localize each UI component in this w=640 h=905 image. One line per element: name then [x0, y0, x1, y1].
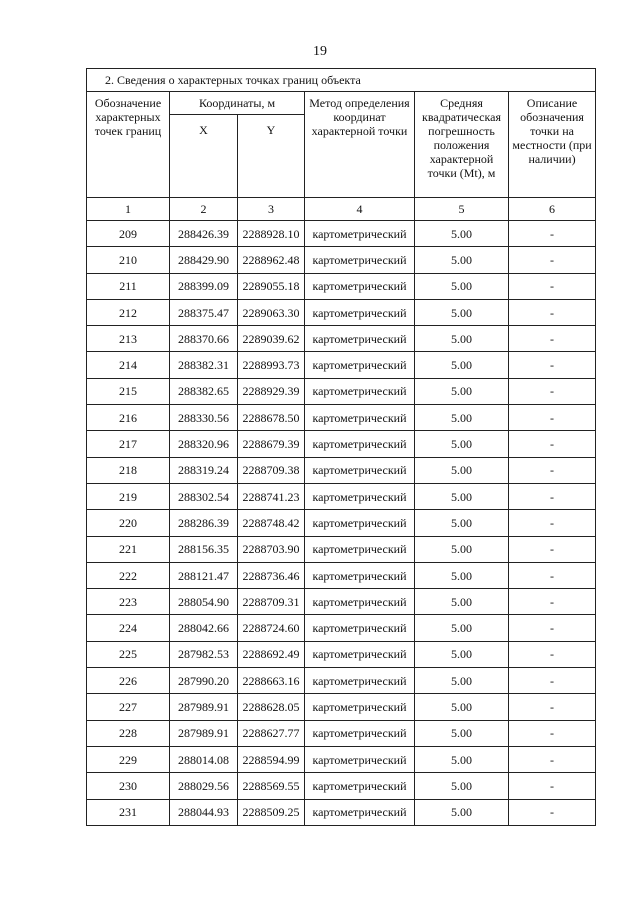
y-coordinate-cell: 2289039.62: [238, 326, 305, 352]
table-row: [87, 326, 596, 352]
point-id-cell: 225: [87, 641, 170, 667]
y-coordinate-cell: 2289063.30: [238, 299, 305, 325]
description-cell: -: [509, 457, 596, 483]
error-cell: 5.00: [415, 431, 509, 457]
method-cell: картометрический: [305, 457, 415, 483]
error-cell: 5.00: [415, 326, 509, 352]
point-id-cell: 211: [87, 273, 170, 299]
description-cell: -: [509, 378, 596, 404]
description-cell: -: [509, 221, 596, 247]
y-coordinate-cell: 2288928.10: [238, 221, 305, 247]
y-coordinate-cell: 2288741.23: [238, 483, 305, 509]
error-cell: 5.00: [415, 562, 509, 588]
description-cell: -: [509, 773, 596, 799]
method-cell: картометрический: [305, 221, 415, 247]
method-cell: картометрический: [305, 746, 415, 772]
table-row: [87, 562, 596, 588]
error-cell: 5.00: [415, 773, 509, 799]
table-row: [87, 668, 596, 694]
point-id-cell: 219: [87, 483, 170, 509]
section-title: 2. Сведения о характерных точках границ объекта: [87, 69, 596, 92]
column-number: 2: [170, 198, 238, 221]
x-coordinate-cell: 288044.93: [170, 799, 238, 825]
method-cell: картометрический: [305, 405, 415, 431]
y-coordinate-cell: 2288509.25: [238, 799, 305, 825]
y-coordinate-cell: 2288663.16: [238, 668, 305, 694]
page-number: 19: [313, 44, 327, 59]
y-coordinate-cell: 2288569.55: [238, 773, 305, 799]
header-coordinates: Координаты, м: [170, 92, 305, 115]
method-cell: картометрический: [305, 273, 415, 299]
y-coordinate-cell: 2288678.50: [238, 405, 305, 431]
error-cell: 5.00: [415, 247, 509, 273]
x-coordinate-cell: 288029.56: [170, 773, 238, 799]
table-row: [87, 589, 596, 615]
table-row: [87, 299, 596, 325]
description-cell: -: [509, 510, 596, 536]
table-row: [87, 352, 596, 378]
method-cell: картометрический: [305, 773, 415, 799]
table-row: [87, 720, 596, 746]
error-cell: 5.00: [415, 457, 509, 483]
y-coordinate-cell: 2288703.90: [238, 536, 305, 562]
method-cell: картометрический: [305, 431, 415, 457]
error-cell: 5.00: [415, 746, 509, 772]
method-cell: картометрический: [305, 299, 415, 325]
point-id-cell: 221: [87, 536, 170, 562]
description-cell: -: [509, 668, 596, 694]
boundary-points-table: [86, 68, 596, 826]
description-cell: -: [509, 536, 596, 562]
method-cell: картометрический: [305, 352, 415, 378]
table-row: [87, 694, 596, 720]
table-row: [87, 221, 596, 247]
description-cell: -: [509, 299, 596, 325]
x-coordinate-cell: 288370.66: [170, 326, 238, 352]
method-cell: картометрический: [305, 510, 415, 536]
y-coordinate-cell: 2288748.42: [238, 510, 305, 536]
y-coordinate-cell: 2288736.46: [238, 562, 305, 588]
y-coordinate-cell: 2289055.18: [238, 273, 305, 299]
table-row: [87, 378, 596, 404]
method-cell: картометрический: [305, 615, 415, 641]
y-coordinate-cell: 2288594.99: [238, 746, 305, 772]
y-coordinate-cell: 2288724.60: [238, 615, 305, 641]
x-coordinate-cell: 288426.39: [170, 221, 238, 247]
point-id-cell: 214: [87, 352, 170, 378]
description-cell: -: [509, 615, 596, 641]
point-id-cell: 228: [87, 720, 170, 746]
error-cell: 5.00: [415, 299, 509, 325]
column-number: 4: [305, 198, 415, 221]
point-id-cell: 230: [87, 773, 170, 799]
x-coordinate-cell: 288319.24: [170, 457, 238, 483]
description-cell: -: [509, 273, 596, 299]
header-error: Средняя квадратическая погрешность положения характерной точки (Mt), м: [415, 92, 509, 198]
error-cell: 5.00: [415, 378, 509, 404]
x-coordinate-cell: 288399.09: [170, 273, 238, 299]
y-coordinate-cell: 2288993.73: [238, 352, 305, 378]
description-cell: -: [509, 431, 596, 457]
table-row: [87, 773, 596, 799]
x-coordinate-cell: 287990.20: [170, 668, 238, 694]
point-id-cell: 212: [87, 299, 170, 325]
point-id-cell: 229: [87, 746, 170, 772]
description-cell: -: [509, 562, 596, 588]
header-y: Y: [238, 115, 305, 198]
header-method: Метод определения координат характерной точки: [305, 92, 415, 198]
x-coordinate-cell: 288286.39: [170, 510, 238, 536]
column-number: 1: [87, 198, 170, 221]
method-cell: картометрический: [305, 483, 415, 509]
column-number: 6: [509, 198, 596, 221]
x-coordinate-cell: 288375.47: [170, 299, 238, 325]
method-cell: картометрический: [305, 641, 415, 667]
table-row: [87, 746, 596, 772]
table-row: [87, 273, 596, 299]
y-coordinate-cell: 2288627.77: [238, 720, 305, 746]
error-cell: 5.00: [415, 510, 509, 536]
point-id-cell: 231: [87, 799, 170, 825]
error-cell: 5.00: [415, 589, 509, 615]
table-row: [87, 536, 596, 562]
method-cell: картометрический: [305, 247, 415, 273]
error-cell: 5.00: [415, 694, 509, 720]
description-cell: -: [509, 641, 596, 667]
x-coordinate-cell: 288320.96: [170, 431, 238, 457]
point-id-cell: 223: [87, 589, 170, 615]
method-cell: картометрический: [305, 799, 415, 825]
method-cell: картометрический: [305, 668, 415, 694]
error-cell: 5.00: [415, 641, 509, 667]
table-row: [87, 405, 596, 431]
method-cell: картометрический: [305, 378, 415, 404]
error-cell: 5.00: [415, 720, 509, 746]
error-cell: 5.00: [415, 668, 509, 694]
point-id-cell: 209: [87, 221, 170, 247]
description-cell: -: [509, 746, 596, 772]
x-coordinate-cell: 288014.08: [170, 746, 238, 772]
error-cell: 5.00: [415, 273, 509, 299]
error-cell: 5.00: [415, 615, 509, 641]
point-id-cell: 226: [87, 668, 170, 694]
point-id-cell: 222: [87, 562, 170, 588]
description-cell: -: [509, 326, 596, 352]
y-coordinate-cell: 2288628.05: [238, 694, 305, 720]
x-coordinate-cell: 288042.66: [170, 615, 238, 641]
point-id-cell: 217: [87, 431, 170, 457]
error-cell: 5.00: [415, 405, 509, 431]
description-cell: -: [509, 352, 596, 378]
table-row: [87, 510, 596, 536]
x-coordinate-cell: 288156.35: [170, 536, 238, 562]
description-cell: -: [509, 694, 596, 720]
table-row: [87, 457, 596, 483]
point-id-cell: 215: [87, 378, 170, 404]
point-id-cell: 218: [87, 457, 170, 483]
x-coordinate-cell: 288382.31: [170, 352, 238, 378]
point-id-cell: 220: [87, 510, 170, 536]
description-cell: -: [509, 589, 596, 615]
y-coordinate-cell: 2288679.39: [238, 431, 305, 457]
x-coordinate-cell: 288054.90: [170, 589, 238, 615]
table-row: [87, 615, 596, 641]
method-cell: картометрический: [305, 562, 415, 588]
y-coordinate-cell: 2288692.49: [238, 641, 305, 667]
x-coordinate-cell: 288121.47: [170, 562, 238, 588]
point-id-cell: 227: [87, 694, 170, 720]
table-row: [87, 431, 596, 457]
point-id-cell: 213: [87, 326, 170, 352]
y-coordinate-cell: 2288929.39: [238, 378, 305, 404]
x-coordinate-cell: 288330.56: [170, 405, 238, 431]
x-coordinate-cell: 287982.53: [170, 641, 238, 667]
error-cell: 5.00: [415, 221, 509, 247]
header-description: Описание обозначения точки на местности (при наличии): [509, 92, 596, 198]
description-cell: -: [509, 405, 596, 431]
method-cell: картометрический: [305, 589, 415, 615]
method-cell: картометрический: [305, 536, 415, 562]
x-coordinate-cell: 288302.54: [170, 483, 238, 509]
table-row: [87, 483, 596, 509]
point-id-cell: 210: [87, 247, 170, 273]
x-coordinate-cell: 288429.90: [170, 247, 238, 273]
description-cell: -: [509, 720, 596, 746]
error-cell: 5.00: [415, 352, 509, 378]
description-cell: -: [509, 799, 596, 825]
method-cell: картометрический: [305, 720, 415, 746]
point-id-cell: 216: [87, 405, 170, 431]
error-cell: 5.00: [415, 536, 509, 562]
method-cell: картометрический: [305, 326, 415, 352]
table-row: [87, 247, 596, 273]
point-id-cell: 224: [87, 615, 170, 641]
error-cell: 5.00: [415, 799, 509, 825]
y-coordinate-cell: 2288709.38: [238, 457, 305, 483]
column-numbers-row: [87, 198, 596, 221]
description-cell: -: [509, 483, 596, 509]
x-coordinate-cell: 287989.91: [170, 720, 238, 746]
column-number: 5: [415, 198, 509, 221]
x-coordinate-cell: 287989.91: [170, 694, 238, 720]
y-coordinate-cell: 2288709.31: [238, 589, 305, 615]
table-body: [87, 221, 596, 826]
x-coordinate-cell: 288382.65: [170, 378, 238, 404]
y-coordinate-cell: 2288962.48: [238, 247, 305, 273]
error-cell: 5.00: [415, 483, 509, 509]
description-cell: -: [509, 247, 596, 273]
table-row: [87, 641, 596, 667]
column-number: 3: [238, 198, 305, 221]
header-point: Обозначение характерных точек границ: [87, 92, 170, 198]
method-cell: картометрический: [305, 694, 415, 720]
header-x: X: [170, 115, 238, 198]
table-row: [87, 799, 596, 825]
